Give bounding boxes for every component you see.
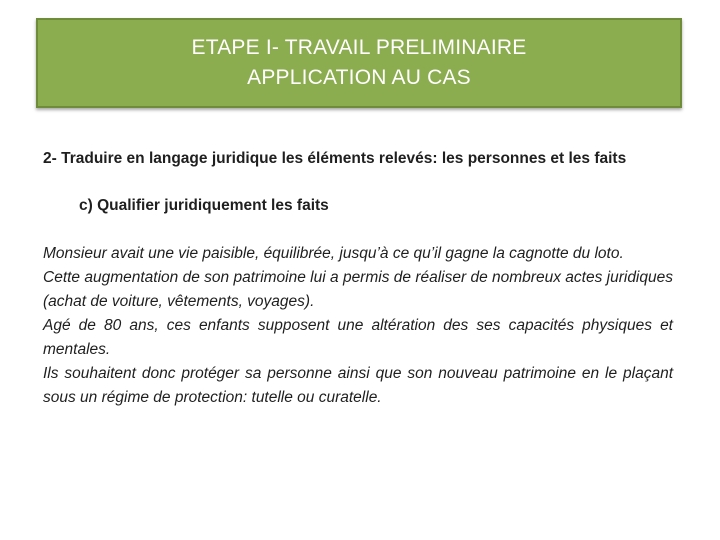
title-banner (36, 18, 682, 108)
section-heading: 2- Traduire en langage juridique les éléments relevés: les personnes et les faits (43, 150, 627, 167)
case-description (43, 242, 673, 410)
title-line-1: ETAPE I- TRAVAIL PRELIMINAIRE (191, 36, 527, 59)
paragraph: Ils souhaitent donc protéger sa personne ainsi que son nouveau patrimoine en le plaçant sous un régime de protection: tutelle ou curatelle. (43, 365, 673, 406)
sub-point-heading: c) Qualifier juridiquement les faits (79, 197, 329, 214)
title-line-2: APPLICATION AU CAS (247, 66, 471, 89)
paragraph: Agé de 80 ans, ces enfants supposent une altération des ses capacités physiques et mentales. (43, 317, 673, 358)
paragraph: Monsieur avait une vie paisible, équilibrée, jusqu’à ce qu’il gagne la cagnotte du loto. (43, 245, 624, 262)
paragraph: Cette augmentation de son patrimoine lui a permis de réaliser de nombreux actes juridiques (achat de voiture, vêtements, voyages). (43, 269, 673, 310)
